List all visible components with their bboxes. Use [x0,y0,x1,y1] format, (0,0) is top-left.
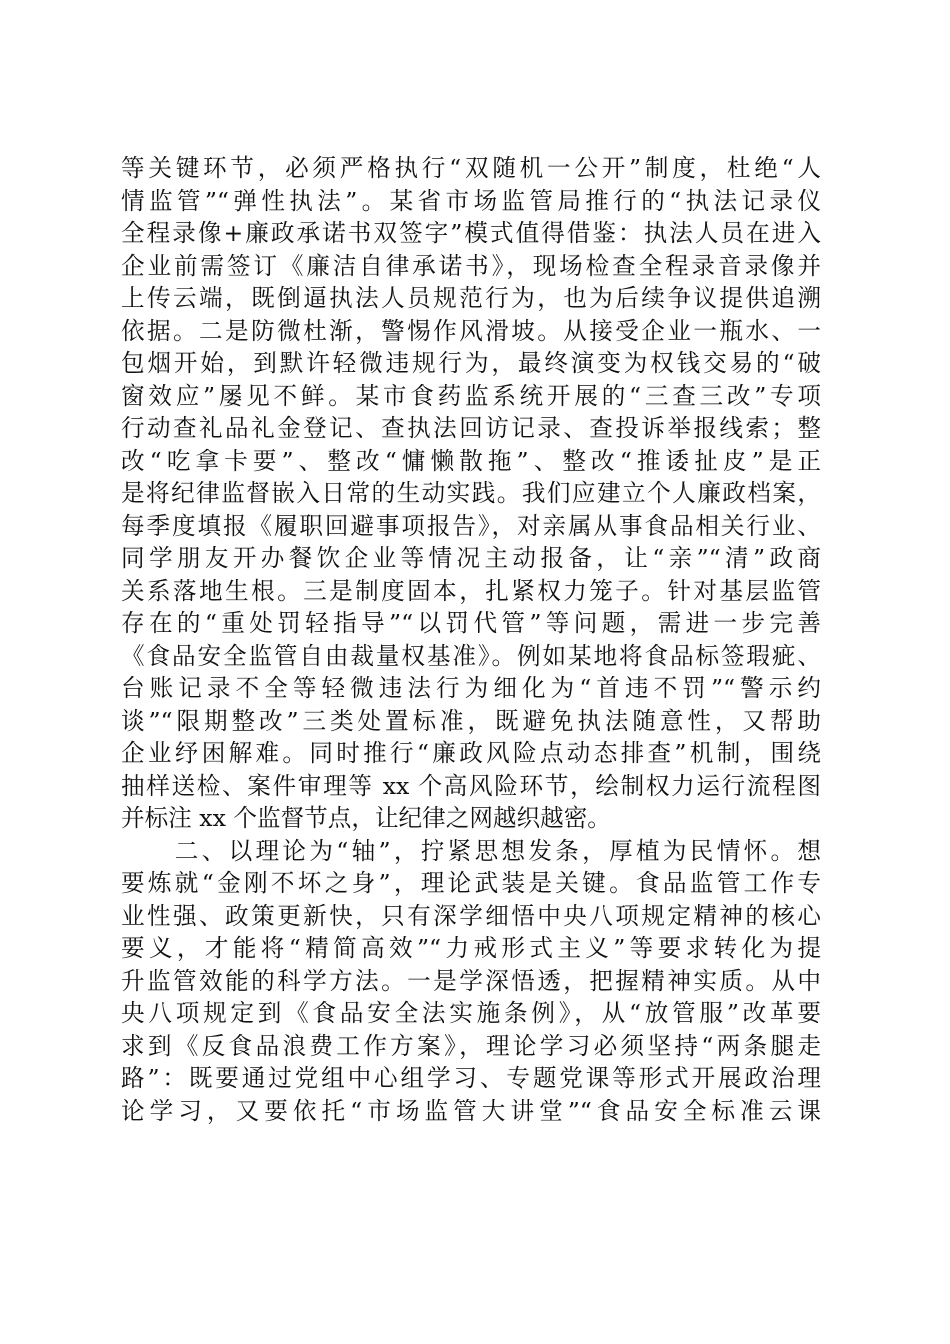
text-line: 台账记录不全等轻微违法行为细化为“首违不罚”“警示约 [121,674,821,702]
text-line: 关系落地生根。三是制度固本，扎紧权力笼子。针对基层监管 [121,576,821,605]
text-line: 是将纪律监督嵌入日常的生动实践。我们应建立个人廉政档案， [121,479,821,507]
text-line: 论学习，又要依托“市场监管大讲堂”“食品安全标准云课 [121,1096,821,1125]
text-line: 抽样送检、案件审理等 xx 个高风险环节，绘制权力运行流程图 [121,771,821,800]
text-line: 窗效应”屡见不鲜。某市食药监系统开展的“三查三改”专项 [121,381,821,410]
text-line: 路”：既要通过党组中心组学习、专题党课等形式开展政治理 [121,1064,821,1092]
text-line: 并标注 xx 个监督节点，让纪律之网越织越密。 [121,804,611,832]
text-line: 行动查礼品礼金登记、查执法回访记录、查投诉举报线索；整 [121,414,821,442]
text-line: 要义，才能将“精简高效”“力戒形式主义”等要求转化为提 [121,934,821,962]
text-line: 依据。二是防微杜渐，警惕作风滑坡。从接受企业一瓶水、一 [121,316,821,345]
text-line: 央八项规定到《食品安全法实施条例》，从“放管服”改革要 [121,999,821,1027]
text-line: 升监管效能的科学方法。一是学深悟透，把握精神实质。从中 [121,966,821,995]
text-line: 改“吃拿卡要”、整改“慵懒散拖”、整改“推诿扯皮”是正 [121,446,821,475]
text-line: 企业前需签订《廉洁自律承诺书》，现场检查全程录音录像并 [121,251,821,280]
text-line: 《食品安全监管自由裁量权基准》。例如某地将食品标签瑕疵、 [121,641,821,670]
text-line: 每季度填报《履职回避事项报告》，对亲属从事食品相关行业、 [121,511,821,540]
text-line: 要炼就“金刚不坏之身”，理论武装是关键。食品监管工作专 [121,869,821,897]
text-line: 全程录像+廉政承诺书双签字”模式值得借鉴：执法人员在进入 [121,219,821,247]
text-line: 谈”“限期整改”三类处置标准，既避免执法随意性，又帮助 [121,706,821,735]
body-text [121,152,821,1127]
text-line: 上传云端，既倒逼执法人员规范行为，也为后续争议提供追溯 [121,284,821,312]
text-line: 等关键环节，必须严格执行“双随机一公开”制度，杜绝“人 [121,154,821,182]
text-line: 二、以理论为“轴”，拧紧思想发条，厚植为民情怀。想 [121,836,821,865]
text-line: 企业纾困解难。同时推行“廉政风险点动态排查”机制，围绕 [121,739,821,767]
text-line: 同学朋友开办餐饮企业等情况主动报备，让“亲”“清”政商 [121,544,821,572]
text-line: 求到《反食品浪费工作方案》，理论学习必须坚持“两条腿走 [121,1031,821,1060]
text-line: 存在的“重处罚轻指导”“以罚代管”等问题，需进一步完善 [121,609,821,637]
text-line: 业性强、政策更新快，只有深学细悟中央八项规定精神的核心 [121,901,821,930]
text-line: 包烟开始，到默许轻微违规行为，最终演变为权钱交易的“破 [121,349,821,377]
text-line: 情监管”“弹性执法”。某省市场监管局推行的“执法记录仪 [121,186,821,215]
